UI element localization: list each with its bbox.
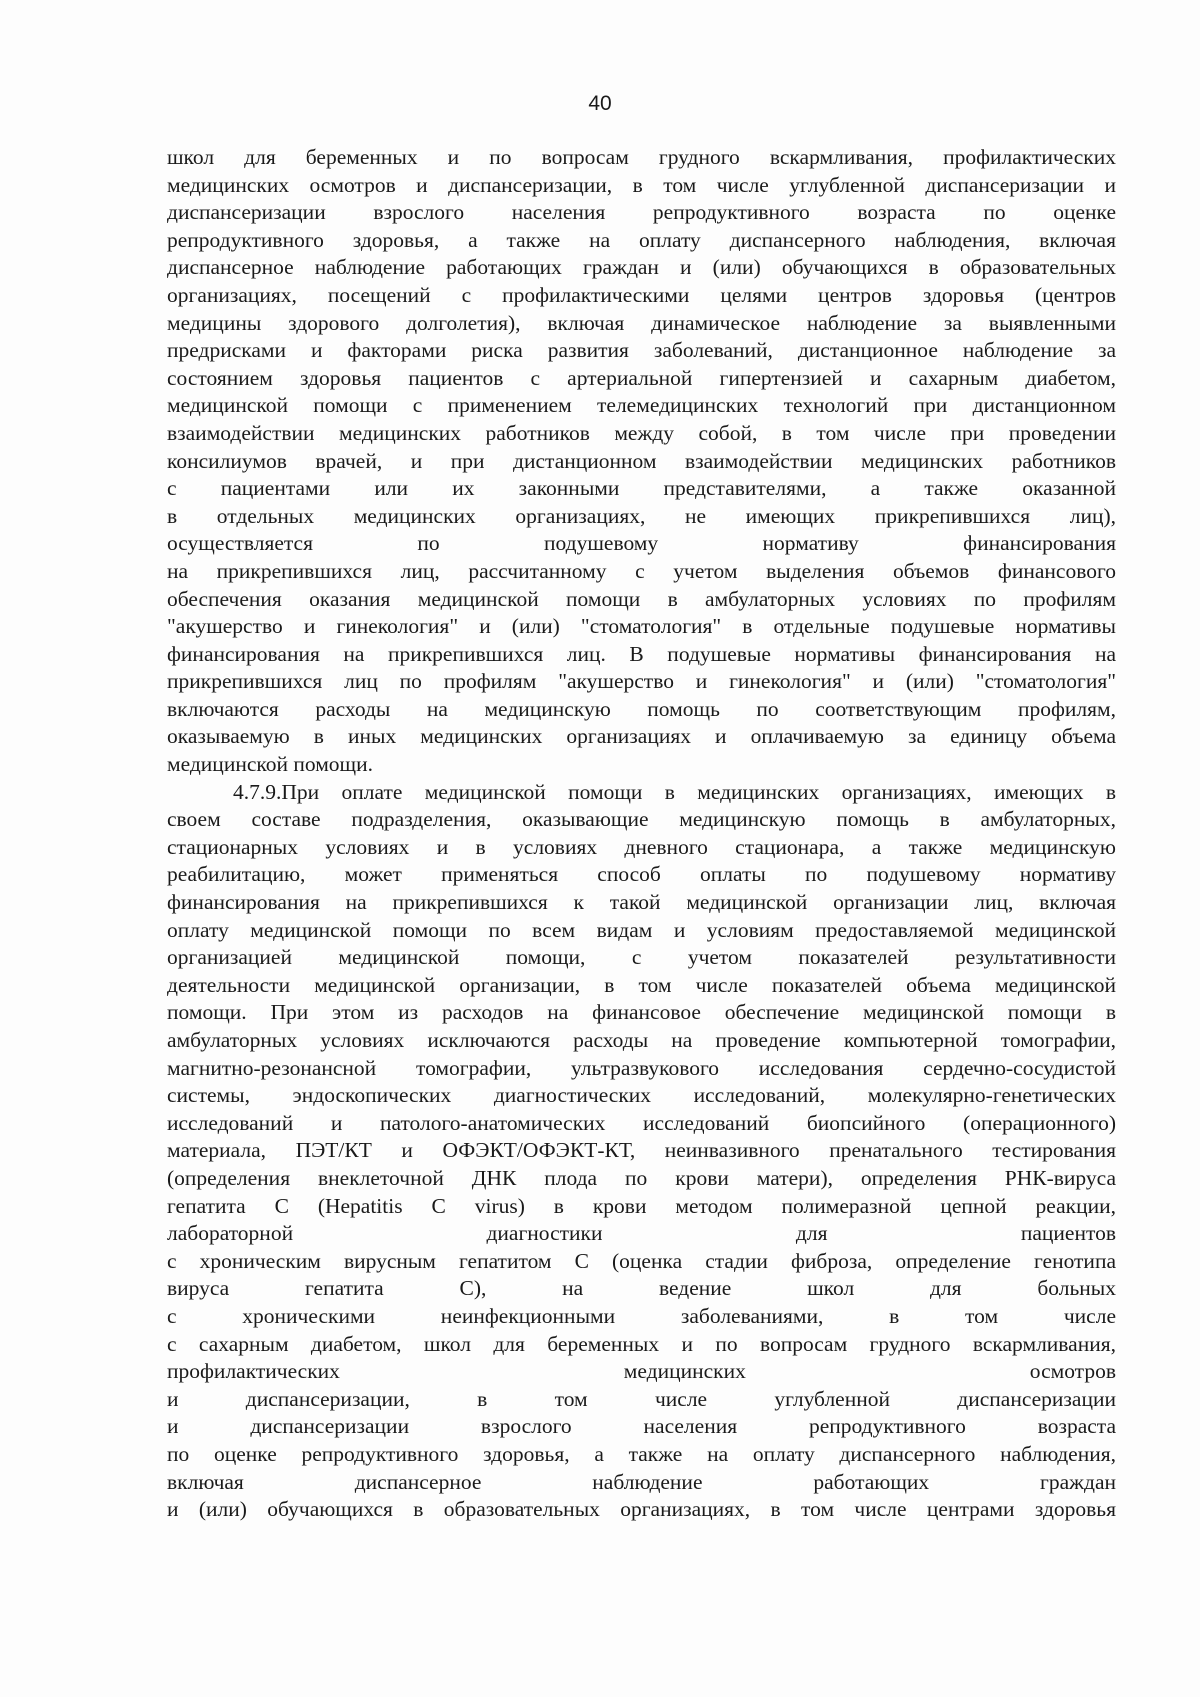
text-line: организацией медицинской помощи, с учетом показателей результативности [167, 945, 1116, 970]
text-line: осуществляется по подушевому нормативу финансирования [167, 531, 1116, 556]
text-line: финансирования на прикрепившихся лиц. В подушевые нормативы финансирования на [167, 641, 1116, 666]
text-line: репродуктивного здоровья, а также на оплату диспансерного наблюдения, включая [167, 227, 1116, 252]
text-line: медицины здорового долголетия), включая динамическое наблюдение за выявленными [167, 310, 1116, 335]
paragraph-end-line: медицинской помощи. [167, 752, 373, 777]
text-line: предрисками и факторами риска развития заболеваний, дистанционное наблюдение за [167, 338, 1116, 363]
text-line: диспансеризации взрослого населения репродуктивного возраста по оценке [167, 200, 1116, 225]
text-line: прикрепившихся лиц по профилям "акушерство и гинекология" и (или) "стоматология" [167, 669, 1116, 694]
text-line: стационарных условиях и в условиях дневного стационара, а также медицинскую [167, 834, 1116, 859]
text-line: взаимодействии медицинских работников между собой, в том числе при проведении [167, 420, 1116, 445]
text-line: системы, эндоскопических диагностических исследований, молекулярно-генетических [167, 1083, 1116, 1108]
page-number: 40 [588, 92, 612, 115]
text-line: включаются расходы на медицинскую помощь по соответствующим профилям, [167, 696, 1116, 721]
text-line: консилиумов врачей, и при дистанционном взаимодействии медицинских работников [167, 448, 1116, 473]
text-line: обеспечения оказания медицинской помощи в амбулаторных условиях по профилям [167, 586, 1116, 611]
text-line: своем составе подразделения, оказывающие медицинскую помощь в амбулаторных, [167, 807, 1116, 832]
text-line: включая диспансерное наблюдение работающих граждан [167, 1469, 1116, 1494]
text-line: амбулаторных условиях исключаются расходы на проведение компьютерной томографии, [167, 1028, 1116, 1052]
text-line: лабораторной диагностики для пациентов [167, 1221, 1116, 1246]
text-line: с пациентами или их законными представителями, а также оказанной [167, 476, 1116, 501]
text-line: оказываемую в иных медицинских организациях и оплачиваемую за единицу объема [167, 724, 1116, 749]
text-line: и (или) обучающихся в образовательных организациях, в том числе центрами здоровья [167, 1497, 1116, 1522]
text-line: профилактических медицинских осмотров [167, 1359, 1116, 1384]
text-line: магнитно-резонансной томографии, ультразвукового исследования сердечно-сосудистой [167, 1055, 1116, 1080]
text-line: реабилитацию, может применяться способ оплаты по подушевому нормативу [167, 862, 1116, 887]
text-line: с хроническими неинфекционными заболеваниями, в том числе [167, 1303, 1116, 1328]
text-line: исследований и патолого-анатомических исследований биопсийного (операционного) [167, 1110, 1116, 1135]
text-line: помощи. При этом из расходов на финансовое обеспечение медицинской помощи в [167, 1000, 1116, 1025]
body-text [167, 144, 1116, 1524]
text-line: (определения внеклеточной ДНК плода по крови матери), определения РНК-вируса [167, 1165, 1116, 1190]
text-line: вируса гепатита С), на ведение школ для больных [167, 1276, 1116, 1301]
text-line: диспансерное наблюдение работающих граждан и (или) обучающихся в образовательных [167, 255, 1116, 280]
text-line: организациях, посещений с профилактическими целями центров здоровья (центров [167, 282, 1116, 307]
text-line: школ для беременных и по вопросам грудного вскармливания, профилактических [167, 145, 1116, 169]
text-line: оплату медицинской помощи по всем видам и условиям предоставляемой медицинской [167, 917, 1116, 942]
text-line: медицинской помощи с применением телемедицинских технологий при дистанционном [167, 393, 1116, 418]
text-line: финансирования на прикрепившихся к такой медицинской организации лиц, включая [167, 890, 1116, 915]
text-line: материала, ПЭТ/КТ и ОФЭКТ/ОФЭКТ-КТ, неинвазивного пренатального тестирования [167, 1138, 1116, 1163]
text-line: деятельности медицинской организации, в том числе показателей объема медицинской [167, 972, 1116, 997]
section-4-7-9-first-line: 4.7.9.При оплате медицинской помощи в медицинских организациях, имеющих в [233, 779, 1116, 804]
text-line: "акушерство и гинекология" и (или) "стоматология" в отдельные подушевые нормативы [167, 614, 1116, 639]
text-line: на прикрепившихся лиц, рассчитанному с учетом выделения объемов финансового [167, 558, 1116, 583]
text-line: состоянием здоровья пациентов с артериальной гипертензией и сахарным диабетом, [167, 365, 1116, 390]
text-line: гепатита С (Hepatitis C virus) в крови методом полимеразной цепной реакции, [167, 1193, 1116, 1218]
text-line: и диспансеризации, в том числе углубленной диспансеризации [167, 1386, 1116, 1411]
text-line: и диспансеризации взрослого населения репродуктивного возраста [167, 1414, 1116, 1439]
text-line: по оценке репродуктивного здоровья, а также на оплату диспансерного наблюдения, [167, 1441, 1116, 1466]
text-line: медицинских осмотров и диспансеризации, в том числе углубленной диспансеризации и [167, 172, 1116, 197]
text-line: с хроническим вирусным гепатитом С (оценка стадии фиброза, определение генотипа [167, 1248, 1116, 1273]
text-line: с сахарным диабетом, школ для беременных и по вопросам грудного вскармливания, [167, 1331, 1116, 1356]
text-line: в отдельных медицинских организациях, не имеющих прикрепившихся лиц), [167, 503, 1116, 528]
